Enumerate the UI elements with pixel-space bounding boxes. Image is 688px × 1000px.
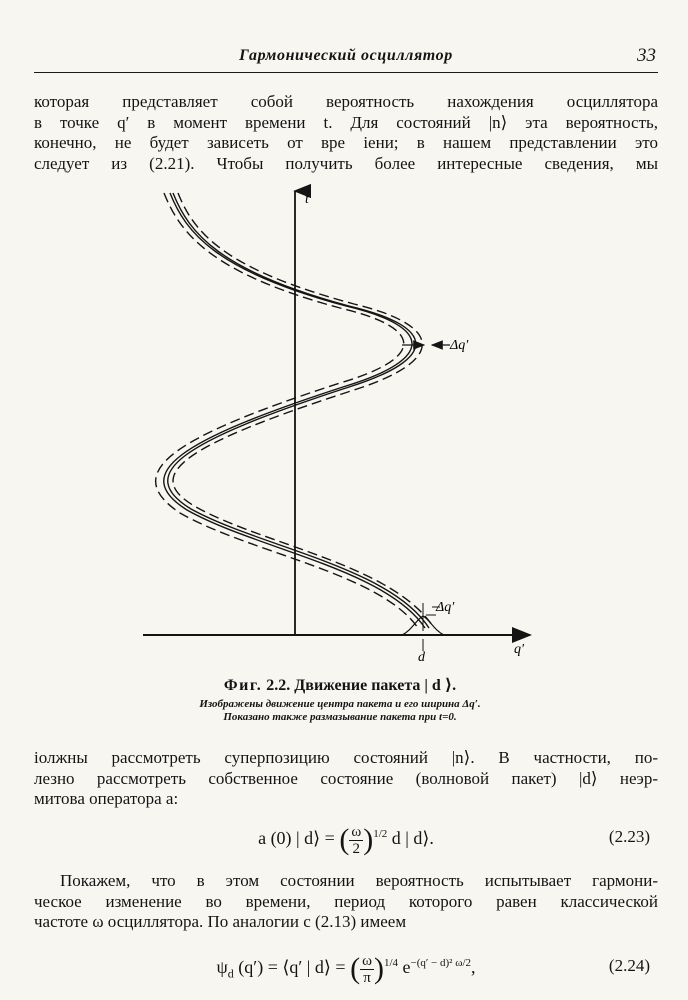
fraction-denominator: 2 — [352, 840, 361, 857]
exponent: 1/2 — [373, 828, 388, 841]
exp-power: −(q′ − d)² ω/2 — [410, 957, 472, 970]
packet-edge-inner — [173, 193, 434, 628]
running-title: Гармонический осциллятор — [239, 47, 453, 64]
equation-body — [34, 952, 658, 986]
equation-tail: , — [471, 957, 476, 978]
equation-number: (2.24) — [608, 956, 650, 975]
caption-title-text: Движение пакета | d ⟩. — [294, 677, 457, 694]
text-line: митова оператора a: — [34, 789, 179, 808]
fraction-numerator: ω — [362, 952, 372, 969]
caption-label: Фиг. — [223, 677, 263, 694]
equation-rhs: d | d⟩. — [391, 828, 434, 849]
fraction-denominator: π — [363, 969, 371, 986]
width-label-top: Δq′ — [450, 338, 469, 353]
t-axis-label: t — [305, 192, 309, 207]
paren-open: ( — [339, 823, 350, 856]
figure-caption-title — [120, 675, 560, 695]
equation-2-23 — [34, 817, 658, 857]
paren-close: ) — [373, 952, 384, 985]
packet-center-line — [168, 193, 429, 628]
paren-close: ) — [363, 823, 374, 856]
equation-body — [34, 823, 658, 857]
text-line: ческое изменение во времени, период которого равен классической — [34, 891, 658, 911]
caption-number: 2.2. — [266, 677, 291, 694]
q-axis-label: q′ — [514, 642, 525, 657]
figure-svg — [140, 183, 540, 663]
exp-base: e — [402, 957, 411, 978]
text-line: следует из (2.21). Чтобы получить более интересные сведения, мы — [34, 153, 658, 173]
psi-subscript: d — [227, 966, 234, 981]
equation-number: (2.23) — [608, 827, 650, 846]
running-head — [34, 46, 658, 73]
packet-edge-outer — [156, 193, 418, 628]
paren-open: ( — [350, 952, 361, 985]
figure-wave-packet — [140, 183, 540, 663]
paragraph-2 — [34, 748, 658, 810]
text-line: которая представляет собой вероятность нахождения осциллятора — [34, 92, 658, 111]
text-line: іолжны рассмотреть суперпозицию состояний |n⟩. В частности, по- — [34, 748, 658, 767]
text-line: Покажем, что в этом состоянии вероятность испытывает гармони- — [60, 871, 658, 890]
text-line: лезно рассмотреть собственное состояние (волновой пакет) |d⟩ неэр- — [34, 768, 658, 788]
text-line: конечно, не будет зависеть от вре іени; в нашем представлении это — [34, 133, 658, 152]
equation-lhs: (q′) = ⟨q′ | d⟩ = — [238, 957, 346, 978]
width-label-bottom: Δq′ — [436, 600, 455, 615]
fraction — [360, 953, 374, 986]
equation-lhs: a (0) | d⟩ = — [258, 828, 335, 849]
equation-2-24 — [34, 946, 658, 986]
page-number: 33 — [637, 45, 656, 66]
center-mark-label: d — [418, 650, 425, 663]
text-line: в точке q′ в момент времени t. Для состояний |n⟩ эта вероятность, — [34, 112, 658, 132]
fraction-numerator: ω — [351, 823, 362, 840]
paragraph-1 — [34, 92, 658, 174]
paragraph-3 — [34, 871, 658, 933]
psi-symbol: ψ — [216, 957, 228, 978]
text-line: частоте ω осциллятора. По аналогии с (2.13) имеем — [34, 912, 407, 931]
caption-line-1: Изображены движение центра пакета и его ширина Δq′. — [199, 698, 481, 710]
fraction — [349, 824, 363, 857]
caption-line-2: Показано также размазывание пакета при t=0. — [223, 711, 457, 723]
exponent: 1/4 — [383, 957, 399, 970]
